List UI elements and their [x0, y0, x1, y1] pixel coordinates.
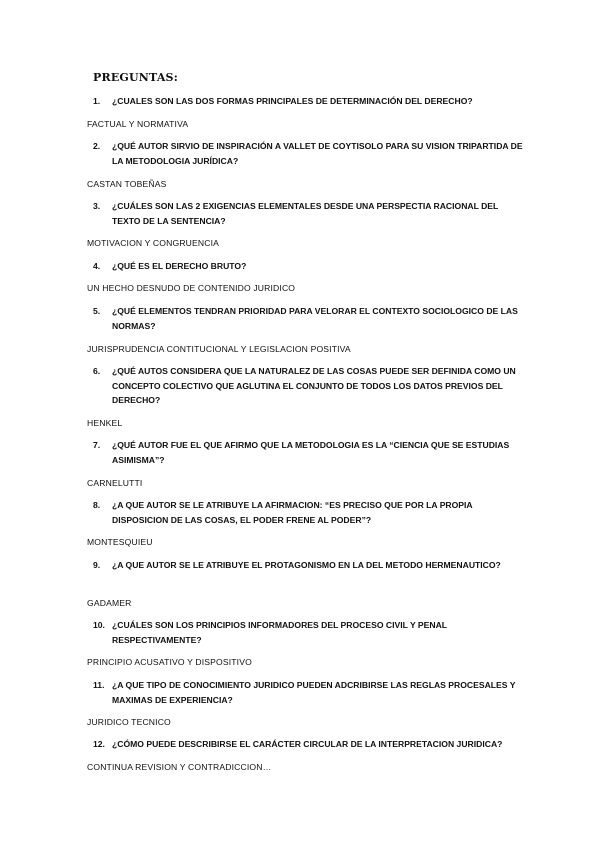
question-text: ¿A QUE TIPO DE CONOCIMIENTO JURIDICO PUEDEN ADCRIBIRSE LAS REGLAS PROCESALES Y MAXIMAS DE EXPERIENCIA?: [112, 680, 516, 705]
question-number: 3.: [93, 201, 101, 211]
question-text: ¿QUÉ ELEMENTOS TENDRAN PRIORIDAD PARA VELORAR EL CONTEXTO SOCIOLOGICO DE LAS NORMAS?: [112, 306, 518, 331]
answer-8: MONTESQUIEU: [87, 537, 153, 547]
answer-1: FACTUAL Y NORMATIVA: [87, 119, 189, 129]
question-text: ¿CUÁLES SON LAS 2 EXIGENCIAS ELEMENTALES DESDE UNA PERSPECTIA RACIONAL DEL TEXTO DE LA SENTENCIA?: [112, 201, 499, 226]
question-text: ¿A QUE AUTOR SE LE ATRIBUYE LA AFIRMACION: “ES PRECISO QUE POR LA PROPIA DISPOSICION DE LAS COSAS, EL PODER FRENE AL PODER”?: [112, 500, 473, 525]
question-number: 6.: [93, 366, 101, 376]
answer-9: GADAMER: [87, 598, 132, 608]
answer-2: CASTAN TOBEÑAS: [87, 179, 167, 189]
answer-3: MOTIVACION Y CONGRUENCIA: [87, 238, 220, 248]
question-number: 4.: [93, 261, 101, 271]
answer-12: CONTINUA REVISION Y CONTRADICCION…: [87, 762, 272, 772]
question-number: 7.: [93, 440, 101, 450]
question-number: 2.: [93, 141, 101, 151]
question-number: 12.: [93, 739, 105, 749]
page-heading: PREGUNTAS:: [93, 71, 178, 84]
question-2: [93, 139, 523, 168]
answer-11: JURIDICO TECNICO: [87, 717, 171, 727]
question-text: ¿QUÉ AUTOS CONSIDERA QUE LA NATURALEZ DE LAS COSAS PUEDE SER DEFINIDA COMO UN CONCEPTO COLECTIVO QUE AGLUTINA EL CONJUNTO DE TODOS LOS DATOS PREVIOS DEL DERECHO?: [112, 366, 516, 405]
question-12: [93, 737, 523, 752]
question-7: [93, 438, 523, 467]
question-text: ¿CUALES SON LAS DOS FORMAS PRINCIPALES DE DETERMINACIÓN DEL DERECHO?: [112, 96, 473, 106]
answer-6: HENKEL: [87, 418, 123, 428]
question-text: ¿CÓMO PUEDE DESCRIBIRSE EL CARÁCTER CIRCULAR DE LA INTERPRETACION JURIDICA?: [112, 739, 503, 749]
question-5: [93, 304, 523, 333]
question-11: [93, 678, 523, 707]
answer-4: UN HECHO DESNUDO DE CONTENIDO JURIDICO: [87, 283, 296, 293]
question-4: [93, 259, 523, 274]
question-text: ¿CUÁLES SON LOS PRINCIPIOS INFORMADORES DEL PROCESO CIVIL Y PENAL RESPECTIVAMENTE?: [112, 620, 447, 645]
question-6: [93, 364, 523, 408]
question-number: 10.: [93, 620, 105, 630]
question-text: ¿A QUE AUTOR SE LE ATRIBUYE EL PROTAGONISMO EN LA DEL METODO HERMENAUTICO?: [112, 560, 501, 570]
answer-10: PRINCIPIO ACUSATIVO Y DISPOSITIVO: [87, 657, 252, 667]
question-9: [93, 558, 523, 573]
answer-7: CARNELUTTI: [87, 478, 143, 488]
question-text: ¿QUÉ ES EL DERECHO BRUTO?: [112, 261, 247, 271]
question-number: 1.: [93, 96, 101, 106]
question-10: [93, 618, 523, 647]
question-number: 11.: [93, 680, 105, 690]
question-text: ¿QUÉ AUTOR FUE EL QUE AFIRMO QUE LA METODOLOGIA ES LA “CIENCIA QUE SE ESTUDIAS ASIMISMA”?: [112, 440, 510, 465]
question-number: 8.: [93, 500, 101, 510]
question-1: [93, 94, 523, 109]
question-text: ¿QUÉ AUTOR SIRVIO DE INSPIRACIÓN A VALLET DE COYTISOLO PARA SU VISION TRIPARTIDA DE LA METODOLOGIA JURÍDICA?: [112, 141, 523, 166]
question-8: [93, 498, 523, 527]
question-3: [93, 199, 523, 228]
question-number: 5.: [93, 306, 101, 316]
answer-5: JURISPRUDENCIA CONTITUCIONAL Y LEGISLACION POSITIVA: [87, 344, 351, 354]
question-number: 9.: [93, 560, 101, 570]
